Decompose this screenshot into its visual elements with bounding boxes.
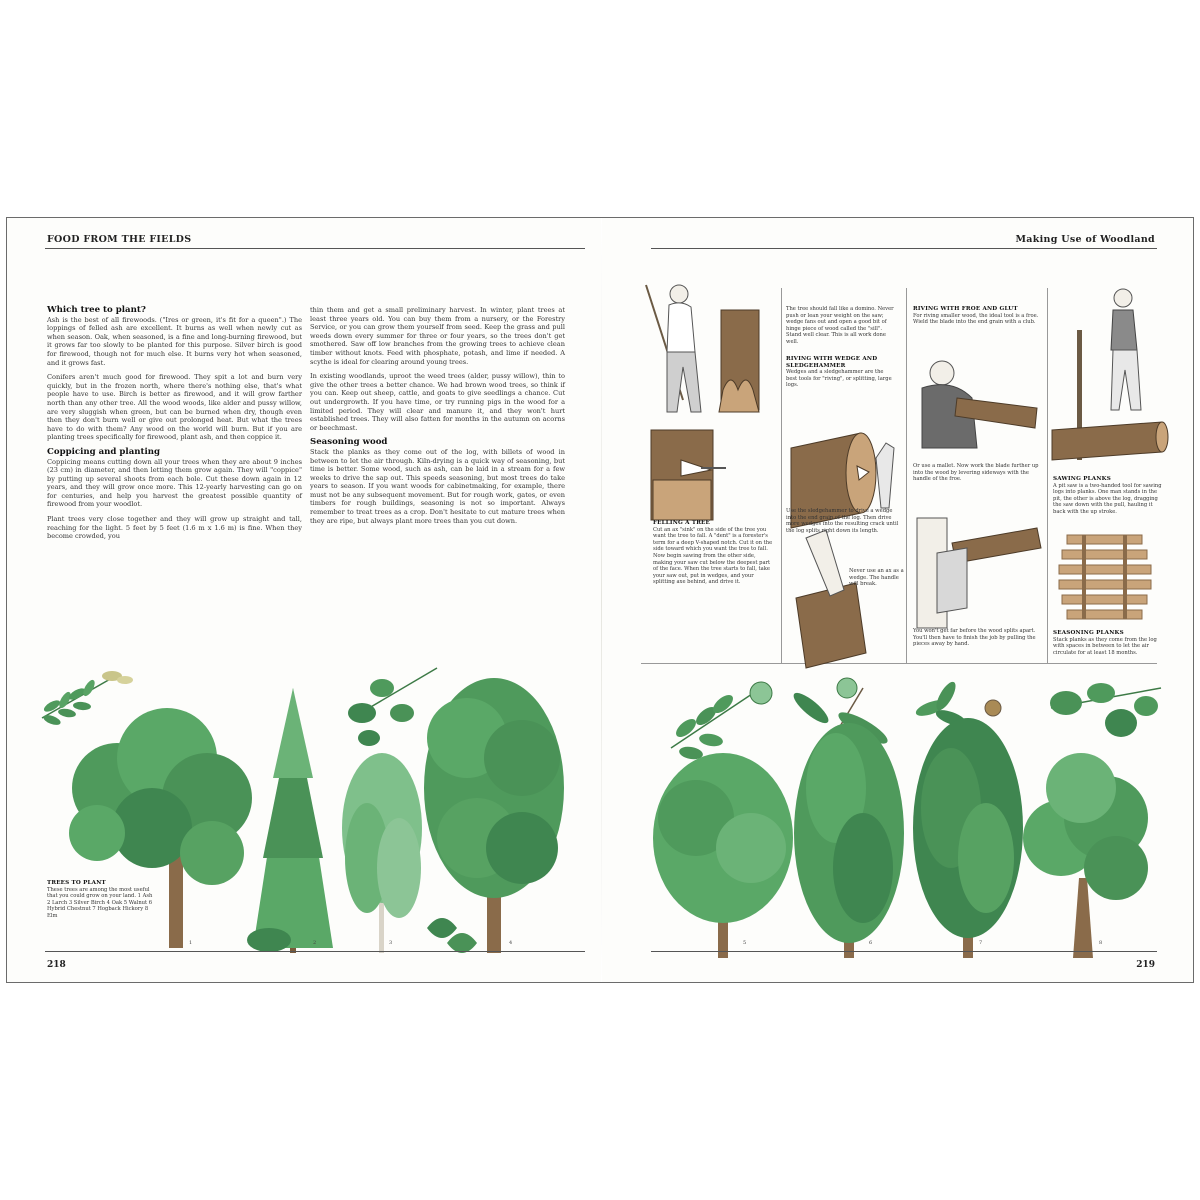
heading-seasoning-wood: Seasoning wood [310, 437, 388, 448]
riving-wedge-text: Wedges and a sledgehammer are the best tools for "riving", or splitting, large logs. [786, 369, 892, 389]
sawing-text: A pit saw is a two-handed tool for sawing logs into planks. One man stands in the pit, the other is above the log, dragging the saw down with the pull, hauling it back with the up stroke. [1053, 482, 1162, 515]
heading-coppicing: Coppicing and planting [47, 446, 160, 457]
tree-illustrations-right [601, 668, 1195, 958]
paragraph: Plant trees very close together and they will grow up straight and tall, reaching for the light. 5 feet by 5 feet (1.6 m x 1.6 m) is fine. When they become crowded, you [47, 515, 302, 541]
ash-leaf-illustration [42, 671, 133, 727]
running-head-left: FOOD FROM THE FIELDS [47, 234, 192, 245]
heading-which-tree: Which tree to plant? [47, 305, 146, 315]
seasoning-caption [1053, 630, 1165, 656]
right-page [601, 218, 1195, 982]
riving-froe-text: For riving smaller wood, the ideal tool is a froe. Wield the blade into the end grain with a club. [913, 312, 1039, 326]
froe-illustration [907, 353, 1047, 663]
birch-leaf-illustration [348, 668, 437, 746]
seasoning-text: Stack planks as they come from the log with spaces in between to let the air circulate for at least 18 months. [1053, 636, 1157, 656]
paragraph: Conifers aren't much good for firewood. They spit a lot and burn very quickly, but in the frozen north, where there's nothing else, that's what people have to use. Birch is better as firewood, and it will grow farther north than any other tree. All the wood woods, like alder and pussy willow, are very sluggish when green, but can be burned when dry, though even then they don't burn well or give out prolonged heat. But what the trees have to do with them? Any wood on the world will burn. But if you are planting trees specifically for firewood, plant ash, and then coppice it. [47, 373, 302, 442]
seasoning-title: SEASONING PLANKS [1053, 630, 1124, 636]
text-column-2 [310, 306, 565, 531]
book-spread [6, 217, 1194, 983]
paragraph: Ash is the best of all firewoods. ("Ires or green, it's fit for a queen".) The loppings of felled ash are excellent. It burns as well when newly cut as when season. Oak, when seasoned, is a fine and long-burning firewood, but it grows far too slowly to be planted for this purpose. Silver birch is good for firewood, though not for much else. It burns very hot when seasoned, and it grows fast. [47, 315, 302, 367]
paragraph: Stack the planks as they come out of the log, with billets of wood in between to let the air through. Kiln-drying is a quick way of seasoning, but time is better. Some wood, such as ash, can be laid in a stream for a few weeks to drive the sap out. This speeds seasoning, but most trees do take years to season. If you want woods for cabinetmaking, for example, there must not be any subsequent movement. But for rough work, gates, or even timbers for rough buildings, seasoning is not so important. Always remember to treat trees as a crop. Don't hesitate to cut mature trees when they are ripe, but always plant more trees than you cut down. [310, 447, 565, 525]
header-rule-right [651, 248, 1157, 249]
elm-tree-illustration [1023, 753, 1148, 958]
seasoning-stack-illustration [1057, 530, 1157, 630]
page-number-right: 219 [1136, 960, 1155, 970]
froe-note: Or use a mallet. Now work the blade further up into the wood by levering sideways with the handle of the froe. [913, 463, 1039, 483]
fall-note: The tree should fall like a domino. Never push or lean your weight on the saw; wedge fans out and open a good bit of hinge piece of wood called the "sill". Stand well clear. This is all work done well. [786, 306, 894, 345]
tree-number: 5 [743, 940, 747, 946]
felling-illustration [641, 280, 781, 530]
felling-text: Cut an ax "sink" on the side of the tree you want the tree to fall. A "dent" is a forester's term for a deep V-shaped notch. Cut it on the side toward which you want the tree to fall. Now begin sawing from the other side, making your saw cut below the deepest part of the face. When the tree starts to fall, take your saw out, put in wedges, and your splitting axe behind, and drive it. [653, 526, 773, 586]
sawing-title: SAWING PLANKS [1053, 476, 1111, 482]
silver-birch-tree-illustration [342, 753, 422, 953]
caption-text: These trees are among the most useful that you could grow on your land. 1 Ash 2 Larch 3 Silver Birch 4 Oak 5 Walnut 6 Hybrid Chestnut 7 Hogback Hickory 8 Elm [47, 886, 153, 919]
tree-number: 6 [869, 940, 873, 946]
elm-leaf-illustration [1050, 683, 1161, 737]
sawing-planks-illustration [1047, 280, 1167, 480]
hickory-tree-illustration [913, 718, 1023, 958]
footer-rule-left [45, 951, 585, 952]
hybrid-chestnut-tree-illustration [794, 723, 904, 958]
larch-tree-illustration [247, 688, 333, 953]
tree-number: 7 [979, 940, 983, 946]
felling-title: FELLING A TREE [653, 520, 710, 526]
left-page [7, 218, 601, 982]
tree-number: 1 [189, 940, 193, 946]
froe-note-2: You won't get far before the wood splits apart. You'll then have to finish the job by pulling the pieces away by hand. [913, 628, 1036, 648]
trees-to-plant-caption [47, 880, 155, 920]
riving-wedge-title: RIVING WITH WEDGE AND SLEDGEHAMMER [786, 356, 878, 369]
paragraph: Coppicing means cutting down all your trees when they are about 9 inches (23 cm) in diameter, and then letting them grow again. They will "coppice" by putting up several shoots from each bole. Cut these down again in 12 years, and they will grow once more. This 12-yearly harvesting can go on for centuries, and help you harvest the greatest possible quantity of firewood from your woodlot. [47, 457, 302, 509]
paragraph: In existing woodlands, uproot the weed trees (alder, pussy willow), thin to give the other trees a better chance. We had brown wood trees, so think if you can. Keep out sheep, cattle, and goats to give seedlings a chance. Cut out undergrowth. If you have time, or try running pigs in the wood for a limited period. They will clear and manure it, and they won't hurt established trees. They will also fatten for months in the autumn on acorns or beechmast. [310, 372, 565, 432]
tree-number: 8 [1099, 940, 1103, 946]
wedge-log-illustration [781, 428, 906, 668]
sawing-caption [1053, 476, 1165, 516]
header-rule-left [45, 248, 585, 249]
riving-wedge-caption [786, 356, 896, 389]
walnut-leaf-illustration [671, 682, 772, 761]
tree-number: 4 [509, 940, 513, 946]
walnut-tree-illustration [653, 753, 793, 958]
caption-title: TREES TO PLANT [47, 880, 106, 886]
page-number-left: 218 [47, 960, 66, 970]
text-column-1 [47, 306, 302, 547]
felling-caption [653, 520, 773, 586]
oak-tree-illustration [424, 678, 564, 953]
riving-froe-caption [913, 306, 1041, 326]
footer-rule-right [651, 951, 1157, 952]
tree-number: 2 [313, 940, 317, 946]
running-head-right: Making Use of Woodland [1015, 234, 1155, 245]
paragraph: thin them and get a small preliminary harvest. In winter, plant trees at least three years old. You can buy them from a nursery, or the Forestry Service, or you can grow them yourself from seed. Keep the grass and pull weeds down every summer for three or four years, so the trees don't get smothered. Saw off low branches from the growing trees to achieve clean timber without knots. Feed with phosphate, potash, and lime if needed. A scythe is ideal for clearing around young trees. [310, 306, 565, 366]
sledge-note: Use the sledgehammer to drive a wedge into the end grain of the log. Then drive more wedges into the resulting crack until the log splits right down its length. [786, 508, 899, 534]
sledge-note-2: Never use an ax as a wedge. The handle will break. [849, 568, 904, 588]
tree-number: 3 [389, 940, 393, 946]
riving-froe-title: RIVING WITH FROE AND GLUT [913, 306, 1018, 312]
